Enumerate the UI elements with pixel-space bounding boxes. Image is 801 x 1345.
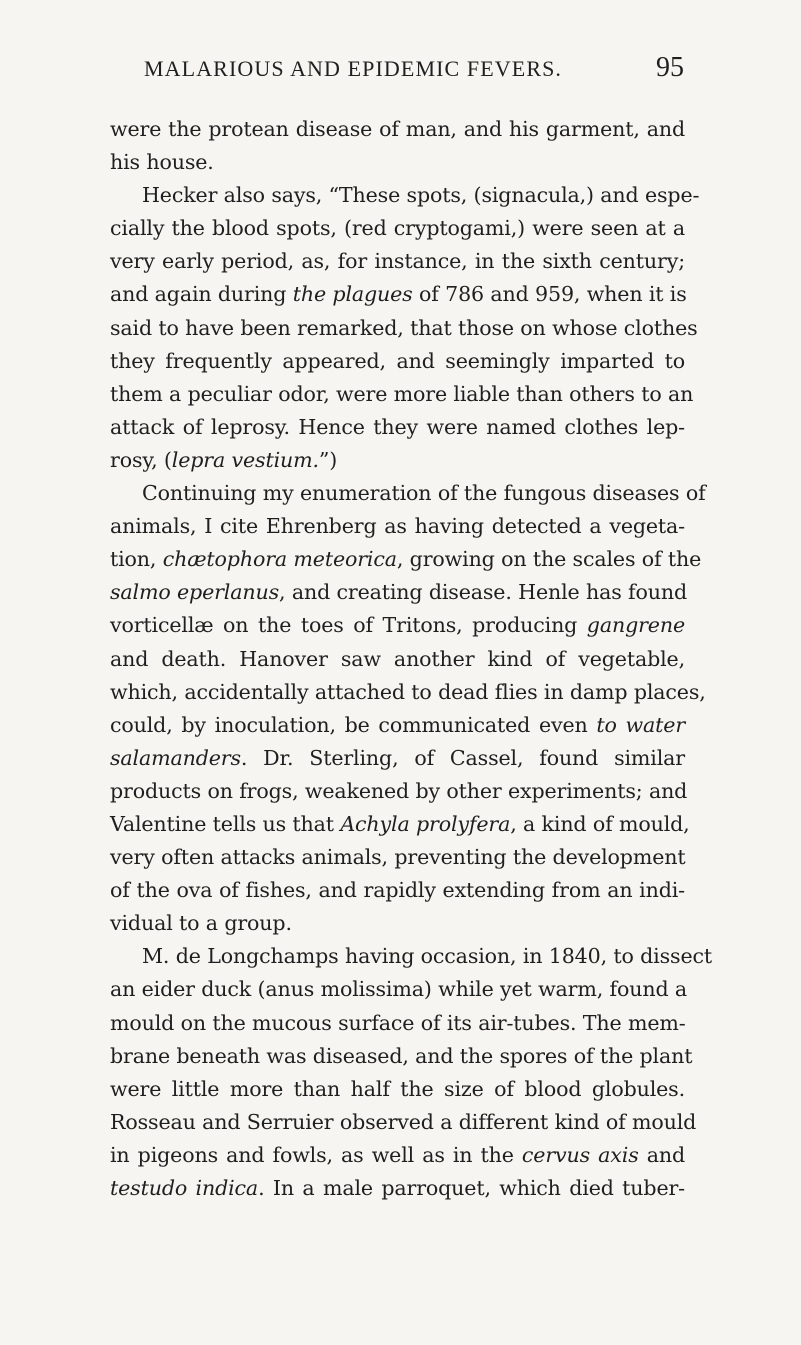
text-line: in pigeons and fowls, as well as in the cervus axis and [110,1142,686,1167]
text-line: tion, chætophora meteorica, growing on the scales of the [110,547,702,572]
paragraph-start-line: Continuing my enumeration of the fungous diseases of [142,481,706,506]
italic-term: to water [596,712,686,737]
italic-term: the plagues [292,282,413,307]
text-line: Rosseau and Serruier observed a different kind of mould [110,1109,697,1134]
text-line: and death. Hanover saw another kind of vegetable, [110,646,685,671]
page-number: 95 [656,52,684,83]
text-line: his house. [110,150,214,175]
text-line: mould on the mucous surface of its air-tubes. The mem- [110,1010,686,1035]
text-line: an eider duck (anus molissima) while yet warm, found a [110,977,688,1002]
text-line: Valentine tells us that Achyla prolyfera, a kind of mould, [110,811,690,836]
text-line: of the ova of fishes, and rapidly extending from an indi- [110,878,685,903]
text-line: them a peculiar odor, were more liable than others to an [110,381,694,406]
text-line: salmo eperlanus, and creating disease. Henle has found [110,580,688,605]
text-line: were little more than half the size of blood globules. [110,1076,685,1101]
text-line: said to have been remarked, that those on whose clothes [110,315,698,340]
text-line: brane beneath was diseased, and the spores of the plant [110,1043,693,1068]
text-line: could, by inoculation, be communicated even to water [110,712,686,737]
text-line: cially the blood spots, (red cryptogami,) were seen at a [110,216,685,241]
text-line: attack of leprosy. Hence they were named clothes lep- [110,414,685,439]
italic-term: Achyla prolyfera [340,811,511,836]
running-head [112,52,684,92]
text-line: rosy, (lepra vestium.”) [110,447,338,472]
italic-term: cervus axis [521,1142,639,1167]
text-line: vorticellæ on the toes of Tritons, producing gangrene [110,613,685,638]
paragraph-start-line: M. de Longchamps having occasion, in 1840, to dissect [142,944,712,969]
body-text [110,113,712,1205]
text-line: animals, I cite Ehrenberg as having detected a vegeta- [110,514,685,539]
text-line: very early period, as, for instance, in the sixth century; [110,249,685,274]
text-line: very often attacks animals, preventing the development [110,845,686,870]
text-line: were the protean disease of man, and his garment, and [110,117,685,141]
text-line: testudo indica. In a male parroquet, which died tuber- [110,1176,685,1200]
text-line: salamanders. Dr. Sterling, of Cassel, found similar [110,745,685,770]
text-line: and again during the plagues of 786 and 959, when it is [110,282,687,307]
text-line: products on frogs, weakened by other experiments; and [110,778,688,803]
italic-term: gangrene [586,613,685,638]
text-line: which, accidentally attached to dead flies in damp places, [110,679,706,704]
text-line: vidual to a group. [110,911,292,936]
italic-term: salmo eperlanus [110,580,280,605]
running-title: MALARIOUS AND EPIDEMIC FEVERS. [144,56,563,81]
text-line: they frequently appeared, and seemingly imparted to [110,348,685,373]
italic-term: chætophora meteorica [162,547,397,572]
italic-term: testudo indica [110,1176,259,1200]
paragraph-start-line: Hecker also says, “These spots, (signacula,) and espe- [142,183,700,208]
italic-term: lepra vestium. [171,447,319,472]
italic-term: salamanders [110,745,241,770]
